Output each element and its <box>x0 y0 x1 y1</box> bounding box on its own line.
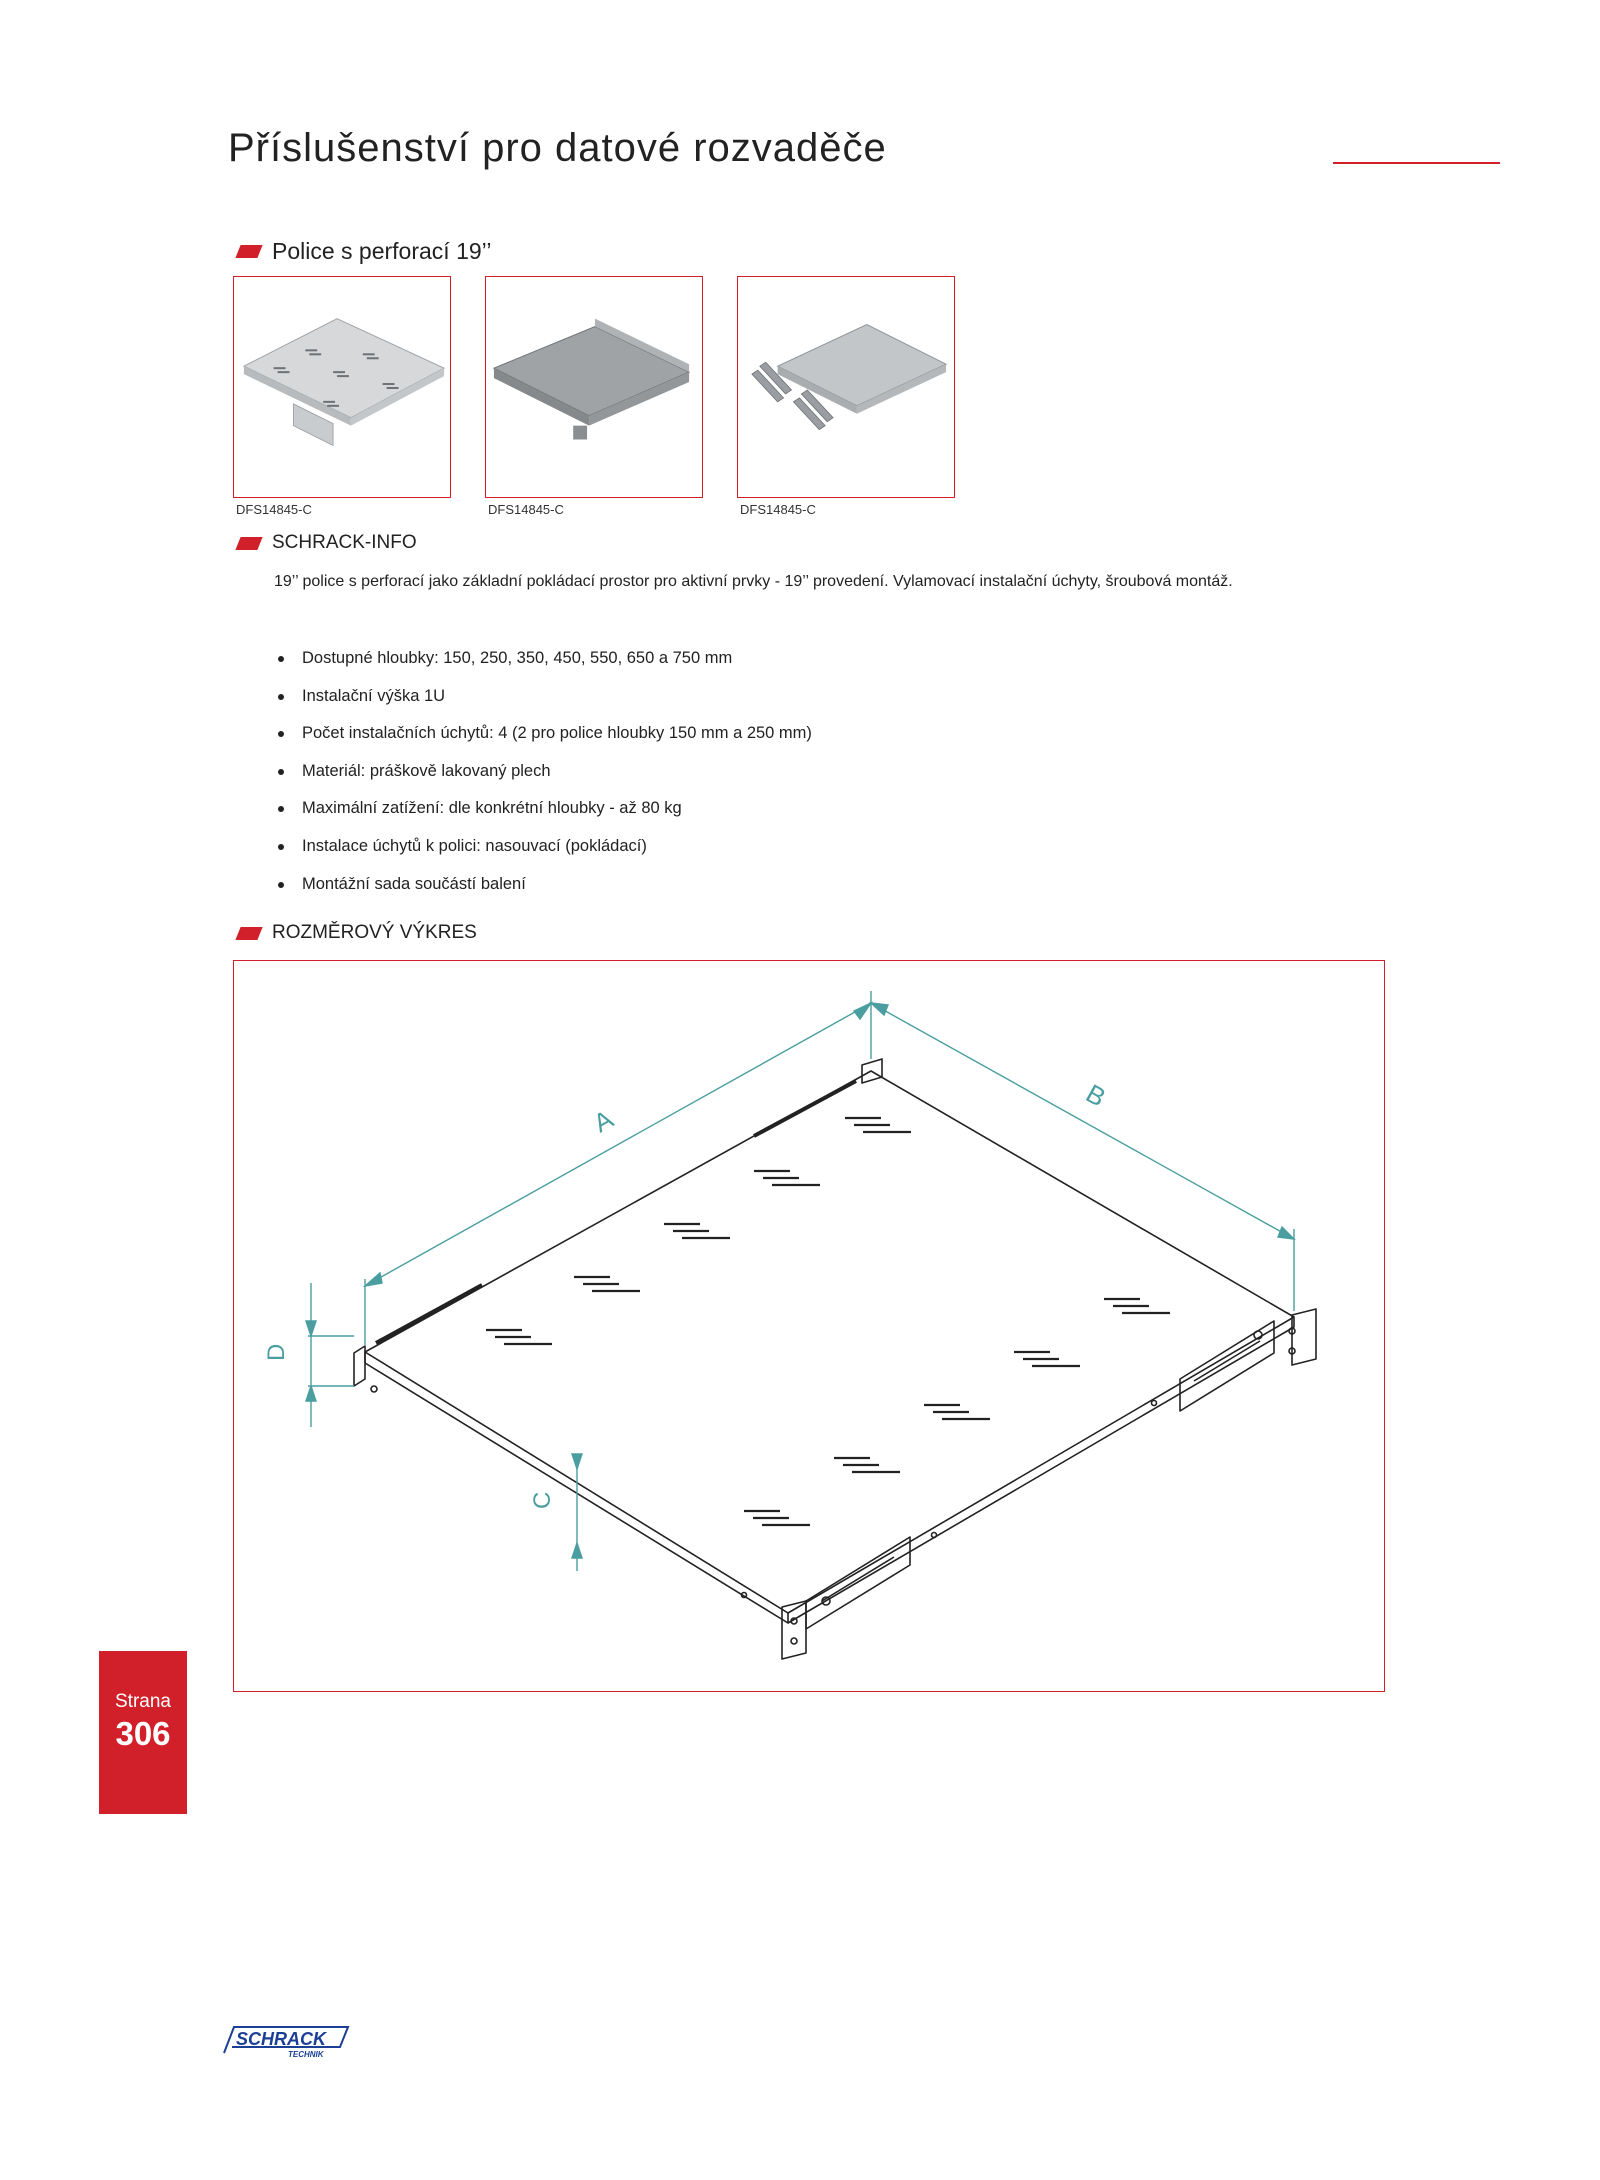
list-item: Instalace úchytů k polici: nasouvací (pokládací) <box>276 828 812 866</box>
dimension-label-c: C <box>529 1491 556 1509</box>
schrack-logo <box>222 2025 352 2066</box>
product-heading-text: Police s perforací 19’’ <box>272 238 492 264</box>
page-number-label: Strana <box>115 1691 171 1712</box>
svg-text:SCHRACK: SCHRACK <box>236 2029 326 2049</box>
list-item: Počet instalačních úchytů: 4 (2 pro police hloubky 150 mm a 250 mm) <box>276 715 812 753</box>
list-item: Maximální zatížení: dle konkrétní hloubky - až 80 kg <box>276 790 812 828</box>
product-image-3-caption: DFS14845-C <box>740 502 816 517</box>
product-image-1 <box>233 276 451 498</box>
shelf-drawing-svg <box>234 961 1386 1693</box>
page-title: Příslušenství pro datové rozvaděče <box>228 126 887 170</box>
list-item: Dostupné hloubky: 150, 250, 350, 450, 550, 650 a 750 mm <box>276 640 812 678</box>
product-image-2-caption: DFS14845-C <box>488 502 564 517</box>
feature-list <box>276 640 812 903</box>
dimension-label-d: D <box>263 1343 290 1361</box>
svg-text:TECHNIK: TECHNIK <box>288 2050 324 2059</box>
drawing-heading <box>238 922 477 944</box>
section-marker-icon <box>235 245 262 258</box>
dimension-label-a: A <box>588 1103 619 1139</box>
drawing-heading-text: ROZMĚROVÝ VÝKRES <box>272 922 477 943</box>
product-image-2 <box>485 276 703 498</box>
product-image-1-caption: DFS14845-C <box>236 502 312 517</box>
list-item: Montážní sada součástí balení <box>276 866 812 904</box>
dimension-label-b: B <box>1081 1078 1111 1113</box>
list-item: Materiál: práškově lakovaný plech <box>276 753 812 791</box>
page-number-badge <box>99 1651 187 1814</box>
info-heading-text: SCHRACK-INFO <box>272 532 417 553</box>
product-heading <box>238 238 491 265</box>
info-description: 19’’ police s perforací jako základní pokládací prostor pro aktivní prvky - 19’’ provedení. Vylamovací instalační úchyty, šroubová montáž. <box>274 573 1233 590</box>
title-rule <box>1333 162 1500 164</box>
info-heading <box>238 532 417 554</box>
section-marker-icon <box>235 927 262 940</box>
list-item: Instalační výška 1U <box>276 678 812 716</box>
product-image-3 <box>737 276 955 498</box>
section-marker-icon <box>235 537 262 550</box>
dimension-drawing <box>233 960 1385 1692</box>
page-number: 306 <box>115 1715 171 1752</box>
